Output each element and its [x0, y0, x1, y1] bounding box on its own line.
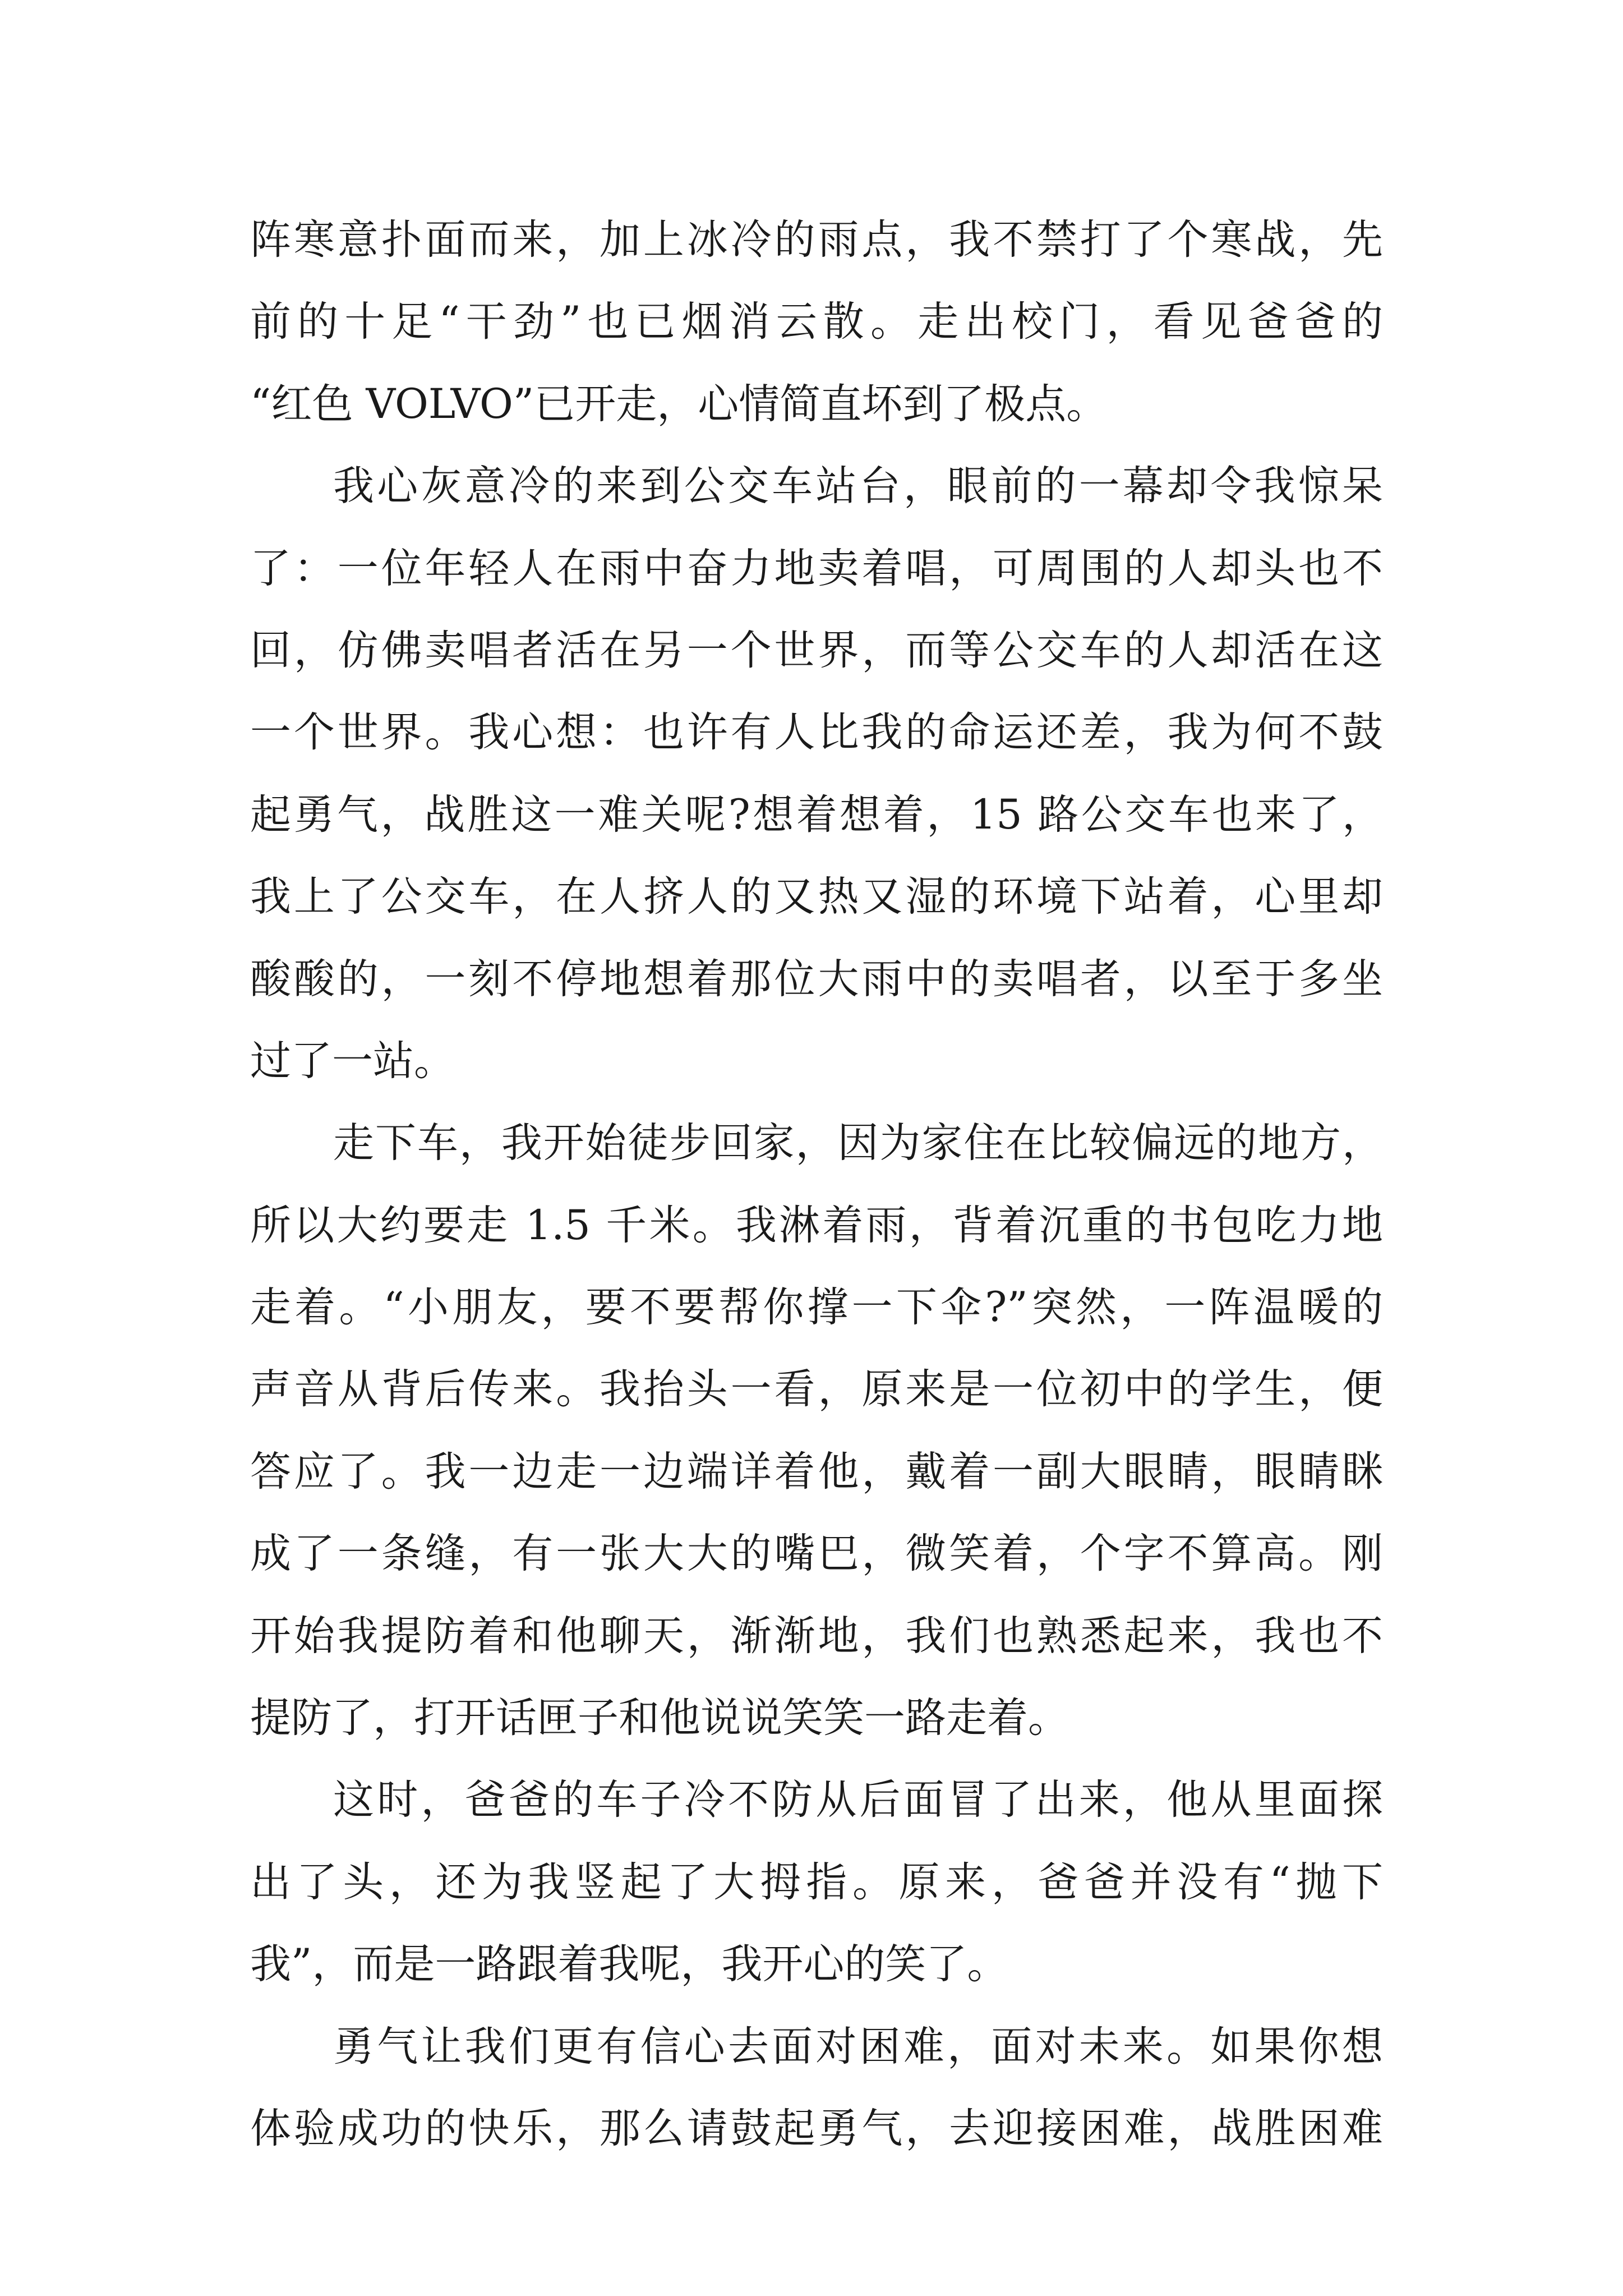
paragraph	[250, 1102, 1383, 1759]
text-line: 前的十足“干劲”也已烟消云散。走出校门，看见爸爸的	[250, 298, 1383, 346]
text-line: 一个世界。我心想：也许有人比我的命运还差，我为何不鼓	[250, 708, 1383, 757]
text-line: 勇气让我们更有信心去面对困难，面对未来。如果你想	[333, 2022, 1383, 2070]
text-line: 我心灰意冷的来到公交车站台，眼前的一幕却令我惊呆	[333, 462, 1383, 510]
text-line: 了：一位年轻人在雨中奋力地卖着唱，可周围的人却头也不	[250, 544, 1383, 592]
paragraph	[250, 2006, 1383, 2170]
text-line: 走着。“小朋友，要不要帮你撑一下伞?”突然，一阵温暖的	[250, 1283, 1383, 1332]
text-line: “红色 VOLVO”已开走，心情简直坏到了极点。	[250, 380, 1108, 428]
text-line: 提防了，打开话匣子和他说说笑笑一路走着。	[250, 1694, 1069, 1742]
text-line: 我上了公交车，在人挤人的又热又湿的环境下站着，心里却	[250, 873, 1383, 921]
text-line: 回，仿佛卖唱者活在另一个世界，而等公交车的人却活在这	[250, 626, 1383, 674]
text-line: 阵寒意扑面而来，加上冰冷的雨点，我不禁打了个寒战，先	[250, 216, 1383, 264]
text-line: 体验成功的快乐，那么请鼓起勇气，去迎接困难，战胜困难	[250, 2104, 1383, 2152]
body-text	[250, 199, 1383, 2170]
text-line: 声音从背后传来。我抬头一看，原来是一位初中的学生，便	[250, 1365, 1383, 1414]
paragraph	[250, 445, 1383, 1102]
text-line: 酸酸的，一刻不停地想着那位大雨中的卖唱者，以至于多坐	[250, 955, 1383, 1003]
text-line: 开始我提防着和他聊天，渐渐地，我们也熟悉起来，我也不	[250, 1612, 1383, 1660]
paragraph	[250, 1759, 1383, 2005]
text-line: 所以大约要走 1.5 千米。我淋着雨，背着沉重的书包吃力地	[250, 1201, 1383, 1249]
text-line: 这时，爸爸的车子冷不防从后面冒了出来，他从里面探	[333, 1776, 1383, 1824]
text-line: 出了头，还为我竖起了大拇指。原来，爸爸并没有“抛下	[250, 1858, 1383, 1906]
text-line: 过了一站。	[250, 1037, 455, 1085]
text-line: 我”，而是一路跟着我呢，我开心的笑了。	[250, 1940, 1008, 1989]
text-line: 答应了。我一边走一边端详着他，戴着一副大眼睛，眼睛眯	[250, 1447, 1383, 1496]
text-line: 走下车，我开始徒步回家，因为家住在比较偏远的地方，	[333, 1119, 1383, 1167]
text-line: 成了一条缝，有一张大大的嘴巴，微笑着，个字不算高。刚	[250, 1530, 1383, 1578]
text-line: 起勇气，战胜这一难关呢?想着想着，15 路公交车也来了，	[250, 790, 1383, 839]
paragraph	[250, 199, 1383, 445]
